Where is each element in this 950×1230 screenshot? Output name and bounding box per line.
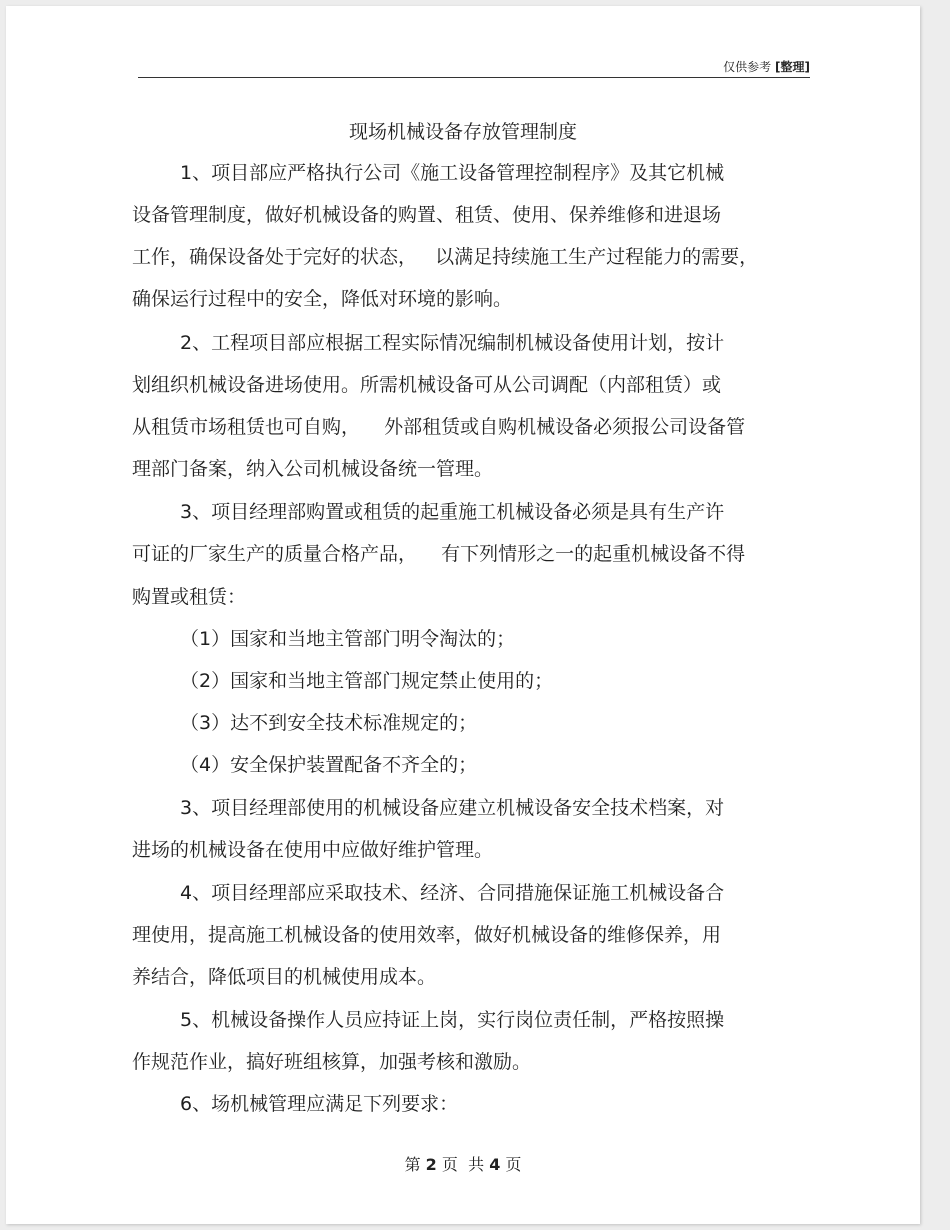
body-line: 工作，确保设备处于完好的状态， 以满足持续施工生产过程能力的需要， xyxy=(132,246,759,268)
body-line: 理使用，提高施工机械设备的使用效率，做好机械设备的维修保养，用 xyxy=(132,924,722,946)
footer-mid: 页 共 xyxy=(441,1155,485,1174)
body-line: 购置或租赁： xyxy=(132,586,247,608)
body-line: 从租赁市场租赁也可自购， 外部租赁或自购机械设备必须报公司设备管 xyxy=(132,416,746,438)
header-rule xyxy=(138,77,810,78)
body-line: 4、项目经理部应采取技术、经济、合同措施保证施工机械设备合 xyxy=(180,882,725,904)
page-header xyxy=(6,58,810,75)
body-line: 2、工程项目部应根据工程实际情况编制机械设备使用计划，按计 xyxy=(180,332,725,354)
footer-prefix: 第 xyxy=(404,1155,421,1174)
document-title: 现场机械设备存放管理制度 xyxy=(348,121,577,143)
body-line: （4）安全保护装置配备不齐全的； xyxy=(180,754,478,776)
body-line: （3）达不到安全技术标准规定的； xyxy=(180,712,478,734)
body-line: 养结合，降低项目的机械使用成本。 xyxy=(132,966,437,988)
page-footer xyxy=(6,1152,920,1175)
body-line: （1）国家和当地主管部门明令淘汰的； xyxy=(180,628,516,650)
body-line: 5、机械设备操作人员应持证上岗，实行岗位责任制，严格按照操 xyxy=(180,1009,725,1031)
body-line: 3、项目经理部购置或租赁的起重施工机械设备必须是具有生产许 xyxy=(180,501,725,523)
body-line: 6、场机械管理应满足下列要求： xyxy=(180,1093,459,1115)
body-line: 确保运行过程中的安全，降低对环境的影响。 xyxy=(132,288,513,310)
body-line: 可证的厂家生产的质量合格产品， 有下列情形之一的起重机械设备不得 xyxy=(132,543,746,565)
body-line: 1、项目部应严格执行公司《施工设备管理控制程序》及其它机械 xyxy=(180,162,725,184)
body-line: 进场的机械设备在使用中应做好维护管理。 xyxy=(132,839,494,861)
body-line: 理部门备案，纳入公司机械设备统一管理。 xyxy=(132,458,494,480)
footer-total-pages: 4 xyxy=(489,1155,501,1174)
body-line: （2）国家和当地主管部门规定禁止使用的； xyxy=(180,670,554,692)
body-line: 3、项目经理部使用的机械设备应建立机械设备安全技术档案，对 xyxy=(180,797,725,819)
header-note: 仅供参考 xyxy=(723,60,772,74)
body-line: 划组织机械设备进场使用。所需机械设备可从公司调配（内部租赁）或 xyxy=(132,374,722,396)
body-line: 设备管理制度，做好机械设备的购置、租赁、使用、保养维修和进退场 xyxy=(132,204,722,226)
document-page xyxy=(6,6,920,1224)
body-line: 作规范作业，搞好班组核算，加强考核和激励。 xyxy=(132,1051,532,1073)
header-tag: [整理] xyxy=(775,60,810,74)
footer-suffix: 页 xyxy=(505,1155,522,1174)
footer-current-page: 2 xyxy=(425,1155,437,1174)
